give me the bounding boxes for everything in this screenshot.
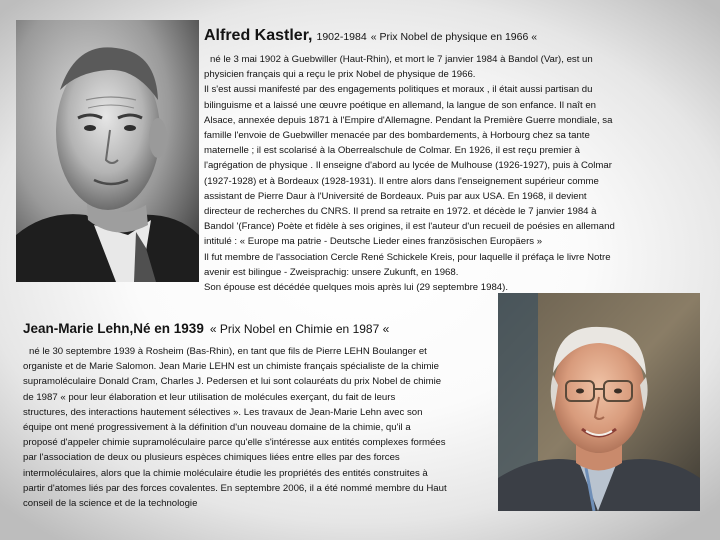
bio-line: supramoléculaire Donald Cram, Charles J. Pedersen et lui sont colauréats du prix Nobel de chimie	[23, 376, 442, 388]
portrait-jean-marie-lehn	[498, 293, 700, 511]
bio-line: Il fut membre de l'association Cercle René Schickele Kreis, pour laquelle il préfaça le livre Notre	[204, 251, 611, 263]
lehn-biography	[23, 344, 491, 511]
bio-line: né le 30 septembre 1939 à Rosheim (Bas-Rhin), en tant que fils de Pierre LEHN Boulanger et	[29, 346, 427, 357]
bio-line: maternelle ; il est scolarisé à la Oberrealschule de Colmar. En 1926, il est reçu premier à	[204, 145, 580, 157]
kastler-heading	[204, 28, 537, 44]
bio-line: équipe ont mené progressivement à la définition d'un nouveau domaine de la chimie, qu'il a	[23, 422, 411, 434]
bio-line: avenir est bilingue - Zweisprachig: unsere Zukunft, en 1968.	[204, 266, 459, 278]
bio-line: né le 3 mai 1902 à Guebwiller (Haut-Rhin), et mort le 7 janvier 1984 à Bandol (Var), est un	[210, 54, 593, 65]
bio-line: Bandol '(France) Poète et fidèle à ses origines, il est l'auteur d'un recueil de poésies en allemand	[204, 221, 615, 233]
bio-line: famille l'envoie de Guebwiller menacée par des bombardements, à Horbourg chez sa tante	[204, 130, 590, 142]
kastler-years: 1902-1984	[316, 31, 367, 43]
bio-line: intermoléculaires, alors que la chimie moléculaire étudie les propriétés des entités construites à	[23, 467, 428, 479]
bio-line: physicien français qui a reçu le prix Nobel de physique de 1966.	[204, 69, 476, 81]
lehn-name: Jean-Marie Lehn,Né en 1939	[23, 321, 204, 336]
bio-line: assistant de Pierre Daur à l'Université de Bordeaux. Puis par aux USA. En 1968, il devient	[204, 190, 587, 202]
bio-line: par l'association de deux ou plusieurs espèces chimiques liées entre elles par des forces	[23, 452, 400, 464]
bio-line: Il s'est aussi manifesté par des engagements politiques et moraux , il était aussi partisan du	[204, 84, 593, 96]
lehn-prize: « Prix Nobel en Chimie en 1987 «	[209, 322, 390, 336]
bio-line: l'agrégation de physique . Il enseigne d'abord au lycée de Mulhouse (1926-1927), puis à Colmar	[204, 160, 612, 172]
kastler-name: Alfred Kastler,	[204, 27, 313, 44]
bio-line: bilinguisme et a laissé une œuvre poétique en allemand, la langue de son enfance. Il naît en	[204, 99, 596, 111]
bio-line: conseil de la science et de la technologie	[23, 498, 198, 510]
bio-line: organiste et de Marie Salomon. Jean Marie LEHN est un chimiste français spécialiste de la chimie	[23, 361, 439, 373]
bio-line: structures, des interactions hautement sélectives ». Les travaux de Jean-Marie Lehn avec son	[23, 406, 423, 418]
lehn-heading	[23, 321, 389, 337]
bio-line: de 1987 « pour leur élaboration et leur utilisation de molécules exerçant, du fait de leurs	[23, 391, 396, 403]
portrait-alfred-kastler	[16, 20, 199, 282]
bio-line: Son épouse est décédée quelques mois après lui (29 septembre 1984).	[204, 282, 508, 294]
kastler-biography	[204, 52, 682, 295]
bio-line: proposé d'appeler chimie supramoléculaire parce qu'elle s'intéresse aux entités complexes formées	[23, 437, 446, 449]
bio-line: partir d'atomes liés par des forces covalentes. En septembre 2006, il a été nommé membre du Haut	[23, 482, 447, 494]
bio-line: directeur de recherches du CNRS. Il prend sa retraite en 1972. et décède le 7 janvier 1984 à	[204, 206, 597, 218]
kastler-prize: « Prix Nobel de physique en 1966 «	[370, 31, 538, 43]
bio-line: (1927-1928) et à Bordeaux (1928-1931). Il entre alors dans l'enseignement supérieur comme	[204, 175, 599, 187]
bio-line: Alsace, annexée depuis 1871 à l'Empire d'Allemagne. Pendant la Première Guerre mondiale, sa	[204, 114, 613, 126]
bio-line: intitulé : « Europe ma patrie - Deutsche Lieder eines französischen Europäers »	[204, 236, 543, 248]
